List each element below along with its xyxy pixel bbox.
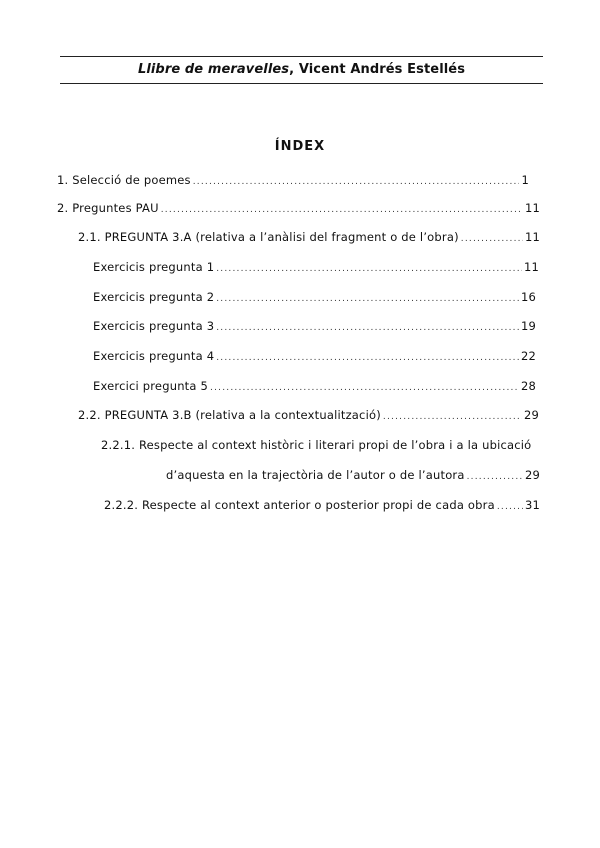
document-header [60,56,543,84]
toc-entry-label: Exercicis pregunta 4 [93,349,215,363]
toc-entry-label: 1. Selecció de poemes [57,173,191,187]
toc-entry-page: 31 [524,498,540,512]
toc-entry-label: Exercicis pregunta 3 [93,319,215,333]
toc-entry-page: 11 [523,260,539,274]
toc-entry-label: 2.1. PREGUNTA 3.A (relativa a l’anàlisi del fragment o de l’obra) [78,230,459,244]
header-author: , Vicent Andrés Estellés [289,62,466,77]
toc-entry-label: 2.2.2. Respecte al context anterior o posterior propi de cada obra [104,498,495,512]
toc-entry-label: Exercicis pregunta 1 [93,260,215,274]
toc-entry[interactable] [93,290,536,304]
header-book-title: Llibre de meravelles [137,62,290,77]
toc-entry[interactable] [78,408,539,422]
toc-entry[interactable] [57,201,540,215]
toc-leader-dots [210,383,519,393]
toc-leader-dots [216,264,522,274]
toc-entry-page: 1 [521,173,529,187]
toc-leader-dots [497,502,523,512]
toc-leader-dots [216,294,519,304]
toc-entry[interactable] [93,260,539,274]
toc-entry[interactable] [93,349,536,363]
toc-entry-page: 29 [523,408,539,422]
toc-entry-page: 11 [524,201,540,215]
index-title: ÍNDEX [274,139,326,154]
toc-entry[interactable] [78,230,540,244]
toc-entry-page: 16 [520,290,536,304]
toc-entry-label-line1[interactable]: 2.2.1. Respecte al context històric i literari propi de l’obra i a la ubicació [101,438,532,452]
toc-entry[interactable] [93,319,536,333]
toc-entry[interactable] [166,468,540,482]
toc-entry-page: 19 [520,319,536,333]
toc-entry[interactable] [93,379,536,393]
header-title [60,62,543,77]
toc-entry-label: 2.2. PREGUNTA 3.B (relativa a la contextualització) [78,408,381,422]
toc-entry-page: 22 [520,349,536,363]
toc-entry-label: 2. Preguntes PAU [57,201,159,215]
toc-entry-page: 29 [524,468,540,482]
toc-leader-dots [461,234,523,244]
toc-leader-dots [216,353,519,363]
toc-leader-dots [161,205,523,215]
toc-leader-dots [383,412,522,422]
toc-entry-page: 28 [520,379,536,393]
toc-leader-dots [193,177,520,187]
toc-entry[interactable] [104,498,540,512]
toc-entry-label: Exercicis pregunta 2 [93,290,215,304]
toc-entry-label: d’aquesta en la trajectòria de l’autor o de l’autora [166,468,465,482]
toc-entry-page: 11 [524,230,540,244]
toc-leader-dots [216,323,519,333]
toc-leader-dots [467,472,523,482]
toc-entry[interactable] [57,173,529,187]
toc-entry-label: Exercici pregunta 5 [93,379,209,393]
